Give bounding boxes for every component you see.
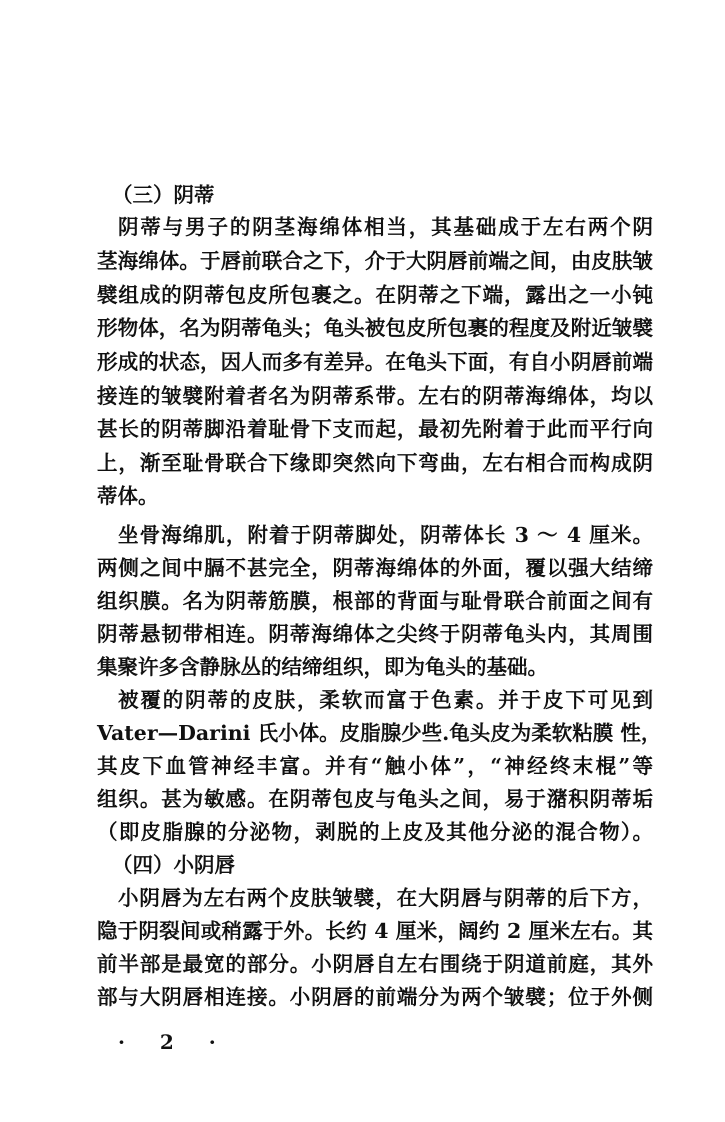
text-line: 小阴唇为左右两个皮肤皱襞，在大阴唇与阴蒂的后下方， bbox=[118, 886, 653, 910]
text-line: 部与大阴唇相连接。小阴唇的前端分为两个皱襞；位于外侧 bbox=[97, 985, 653, 1009]
text-line: 蒂体。 bbox=[97, 484, 159, 508]
section-heading: （四）小阴唇 bbox=[112, 853, 235, 877]
text-line: 形成的状态，因人而多有差异。在龟头下面，有自小阴唇前端 bbox=[97, 350, 653, 374]
page-number: · 2 · bbox=[118, 1030, 230, 1054]
text-line: 其皮下血管神经丰富。并有“触小体”，“神经终末棍”等 bbox=[97, 754, 653, 778]
text-line: 被覆的阴蒂的皮肤，柔软而富于色素。并于皮下可见到 bbox=[118, 688, 653, 712]
text-line: 组织膜。名为阴蒂筋膜，根部的背面与耻骨联合前面之间有 bbox=[97, 589, 653, 613]
text-line: 坐骨海绵肌，附着于阴蒂脚处，阴蒂体长 3 ～ 4 厘米。 bbox=[118, 523, 653, 547]
text-line: 茎海绵体。于唇前联合之下，介于大阴唇前端之间，由皮肤皱 bbox=[97, 249, 653, 273]
text-line: 接连的皱襞附着者名为阴蒂系带。左右的阴蒂海绵体，均以 bbox=[97, 384, 653, 408]
text-line: Vater—Darini 氏小体。皮脂腺少些.龟头皮为柔软粘膜 性， bbox=[97, 721, 662, 745]
text-line: 集聚许多含静脉丛的结缔组织，即为龟头的基础。 bbox=[97, 655, 548, 679]
section-heading: （三）阴蒂 bbox=[112, 183, 215, 207]
text-line: 襞组成的阴蒂包皮所包裹之。在阴蒂之下端，露出之一小钝 bbox=[97, 283, 653, 307]
text-line: 隐于阴裂间或稍露于外。长约 4 厘米，阔约 2 厘米左右。其 bbox=[97, 919, 653, 943]
text-line: 两侧之间中膈不甚完全，阴蒂海绵体的外面，覆以强大结缔 bbox=[97, 556, 653, 580]
text-line: 阴蒂与男子的阴茎海绵体相当，其基础成于左右两个阴 bbox=[118, 215, 653, 239]
text-line: 组织。甚为敏感。在阴蒂包皮与龟头之间，易于潴积阴蒂垢 bbox=[97, 787, 653, 811]
text-line: 前半部是最宽的部分。小阴唇自左右围绕于阴道前庭，其外 bbox=[97, 952, 653, 976]
text-line: 甚长的阴蒂脚沿着耻骨下支而起，最初先附着于此而平行向 bbox=[97, 417, 653, 441]
text-line: 阴蒂悬韧带相连。阴蒂海绵体之尖终于阴蒂龟头内，其周围 bbox=[97, 622, 653, 646]
text-line: 形物体，名为阴蒂龟头；龟头被包皮所包裹的程度及附近皱襞 bbox=[97, 316, 653, 340]
text-line: （即皮脂腺的分泌物，剥脱的上皮及其他分泌的混合物）。 bbox=[97, 820, 653, 844]
text-line: 上，渐至耻骨联合下缘即突然向下弯曲，左右相合而构成阴 bbox=[97, 451, 653, 475]
